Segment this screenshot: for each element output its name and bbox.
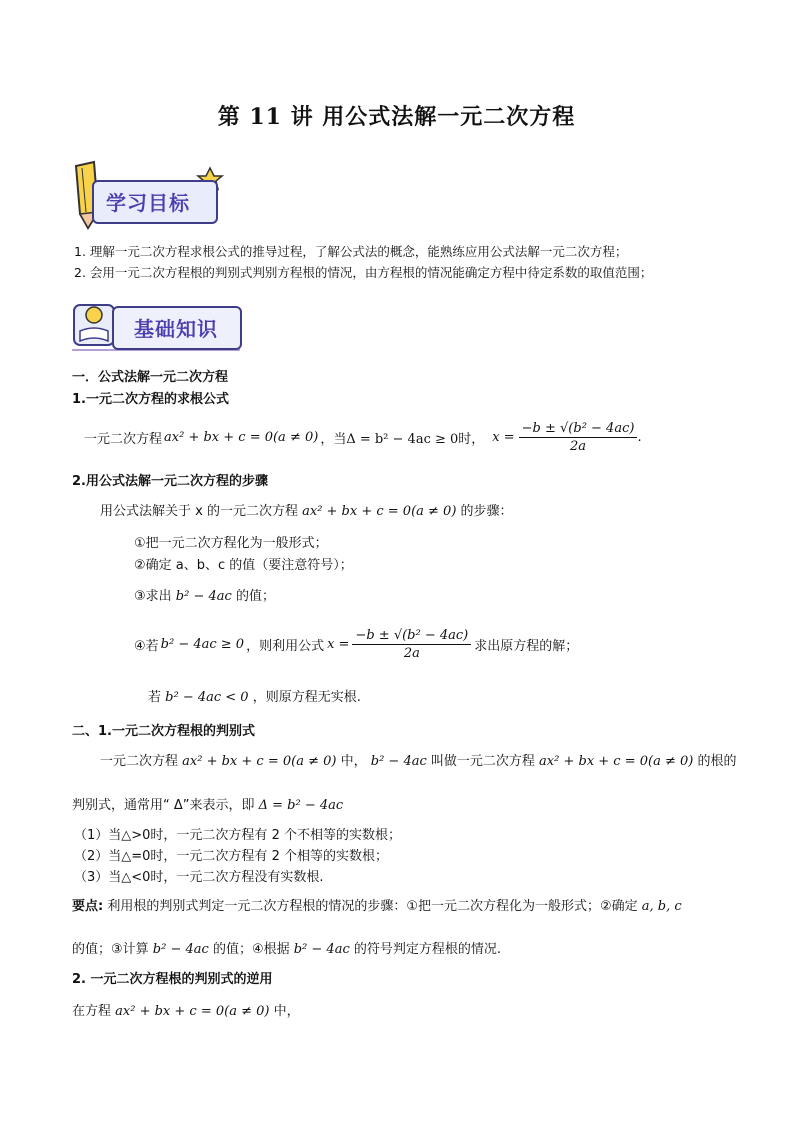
section2-heading: 二、1.一元二次方程根的判别式	[72, 724, 255, 739]
step-3-eq: b² − 4ac	[175, 589, 232, 604]
p2-text: 判别式，通常用“ Δ”来表示，即	[72, 798, 255, 813]
formula-x: x =	[492, 429, 515, 445]
key2-eq2: b² − 4ac	[293, 942, 350, 957]
section2-sub2: 2. 一元二次方程根的判别式的逆用	[72, 972, 273, 987]
key-point-abc: a, b, c	[641, 899, 682, 914]
step-4-mid: ，则利用公式	[246, 638, 325, 654]
goal-item-2: 2. 会用一元二次方程根的判别式判别方程根的情况，由方程根的情况能确定方程中待定系数的取值范围；	[74, 265, 653, 280]
section1-sub2: 2.用公式法解一元二次方程的步骤	[72, 474, 268, 489]
case-3: （3）当△<0时，一元二次方程没有实数根.	[74, 870, 324, 885]
step-3-text: ③求出	[134, 589, 172, 604]
step-5-eq: b² − 4ac < 0	[165, 690, 249, 705]
key2-eq: b² − 4ac	[152, 942, 209, 957]
section1-heading: 一．公式法解一元二次方程	[72, 370, 229, 385]
inverse-use-line	[72, 1000, 300, 1019]
formula-when: ，当Δ = b² − 4ac ≥ 0时，	[320, 431, 485, 447]
root-formula-line	[84, 414, 642, 460]
step-4-x: x =	[327, 636, 350, 652]
steps-intro-eq: ax² + bx + c = 0(a ≠ 0)	[302, 504, 457, 519]
step-5-text: 若	[148, 690, 162, 705]
basics-label: 基础知识	[134, 317, 218, 341]
key-point-label: 要点:	[72, 899, 104, 914]
step-4	[134, 620, 578, 668]
root-formula-fraction	[519, 421, 638, 454]
steps-intro	[100, 500, 513, 519]
p1-eq1: ax² + bx + c = 0(a ≠ 0)	[182, 754, 337, 769]
step-5-tail: ，则原方程无实根.	[252, 690, 361, 705]
step-4-fraction	[352, 628, 471, 661]
discriminant-para-1	[100, 750, 737, 769]
step-1: ①把一元二次方程化为一般形式；	[134, 536, 328, 551]
case-2: （2）当△=0时，一元二次方程有 2 个相等的实数根；	[74, 849, 388, 864]
discriminant-para-2	[72, 794, 343, 813]
step-3	[134, 585, 275, 604]
page-title: 第 11 讲 用公式法解一元二次方程	[217, 104, 576, 130]
step-5	[148, 686, 361, 705]
p2-eq: Δ = b² − 4ac	[258, 798, 344, 813]
fraction-denominator: 2a	[570, 438, 587, 454]
p1-eq3: ax² + bx + c = 0(a ≠ 0)	[539, 754, 694, 769]
key2-text-b: 的值；④根据	[212, 942, 290, 957]
steps-intro-text: 用公式法解关于 x 的一元二次方程	[100, 504, 298, 519]
step-4-numerator: −b ± √(b² − 4ac)	[352, 628, 471, 645]
formula-pre: 一元二次方程	[84, 431, 163, 447]
formula-eq: ax² + bx + c = 0(a ≠ 0)	[164, 429, 319, 445]
goals-label: 学习目标	[106, 191, 190, 215]
key-point-line-1	[72, 895, 682, 914]
formula-end: .	[637, 429, 642, 445]
step-2: ②确定 a、b、c 的值（要注意符号）；	[134, 558, 353, 573]
step-4-denominator: 2a	[403, 645, 420, 661]
step-4-text: ④若	[134, 638, 159, 654]
p1-text-d: 的根的	[697, 754, 737, 769]
p1-eq2: b² − 4ac	[370, 754, 427, 769]
step-4-eq: b² − 4ac ≥ 0	[160, 636, 245, 652]
last-text-a: 在方程	[72, 1004, 112, 1019]
key2-text-c: 的符号判定方程根的情况.	[353, 942, 502, 957]
p1-text-c: 叫做一元二次方程	[430, 754, 535, 769]
key2-text-a: 的值；③计算	[72, 942, 149, 957]
fraction-numerator: −b ± √(b² − 4ac)	[519, 421, 638, 438]
p1-text-b: 中，	[340, 754, 367, 769]
p1-text-a: 一元二次方程	[100, 754, 179, 769]
step-3-tail: 的值；	[235, 589, 275, 604]
last-text-b: 中，	[273, 1004, 300, 1019]
goal-item-1: 1. 理解一元二次方程求根公式的推导过程，了解公式法的概念，能熟练应用公式法解一元二次方程；	[74, 244, 628, 259]
case-1: （1）当△>0时，一元二次方程有 2 个不相等的实数根；	[74, 828, 401, 843]
key-point-text: 利用根的判别式判定一元二次方程根的情况的步骤：①把一元二次方程化为一般形式；②确定	[103, 899, 638, 914]
section1-sub1: 1.一元二次方程的求根公式	[72, 392, 229, 407]
last-eq: ax² + bx + c = 0(a ≠ 0)	[115, 1004, 270, 1019]
key-point-line-2	[72, 938, 501, 957]
steps-intro-tail: 的步骤：	[460, 504, 513, 519]
step-4-tail: 求出原方程的解；	[474, 638, 579, 654]
